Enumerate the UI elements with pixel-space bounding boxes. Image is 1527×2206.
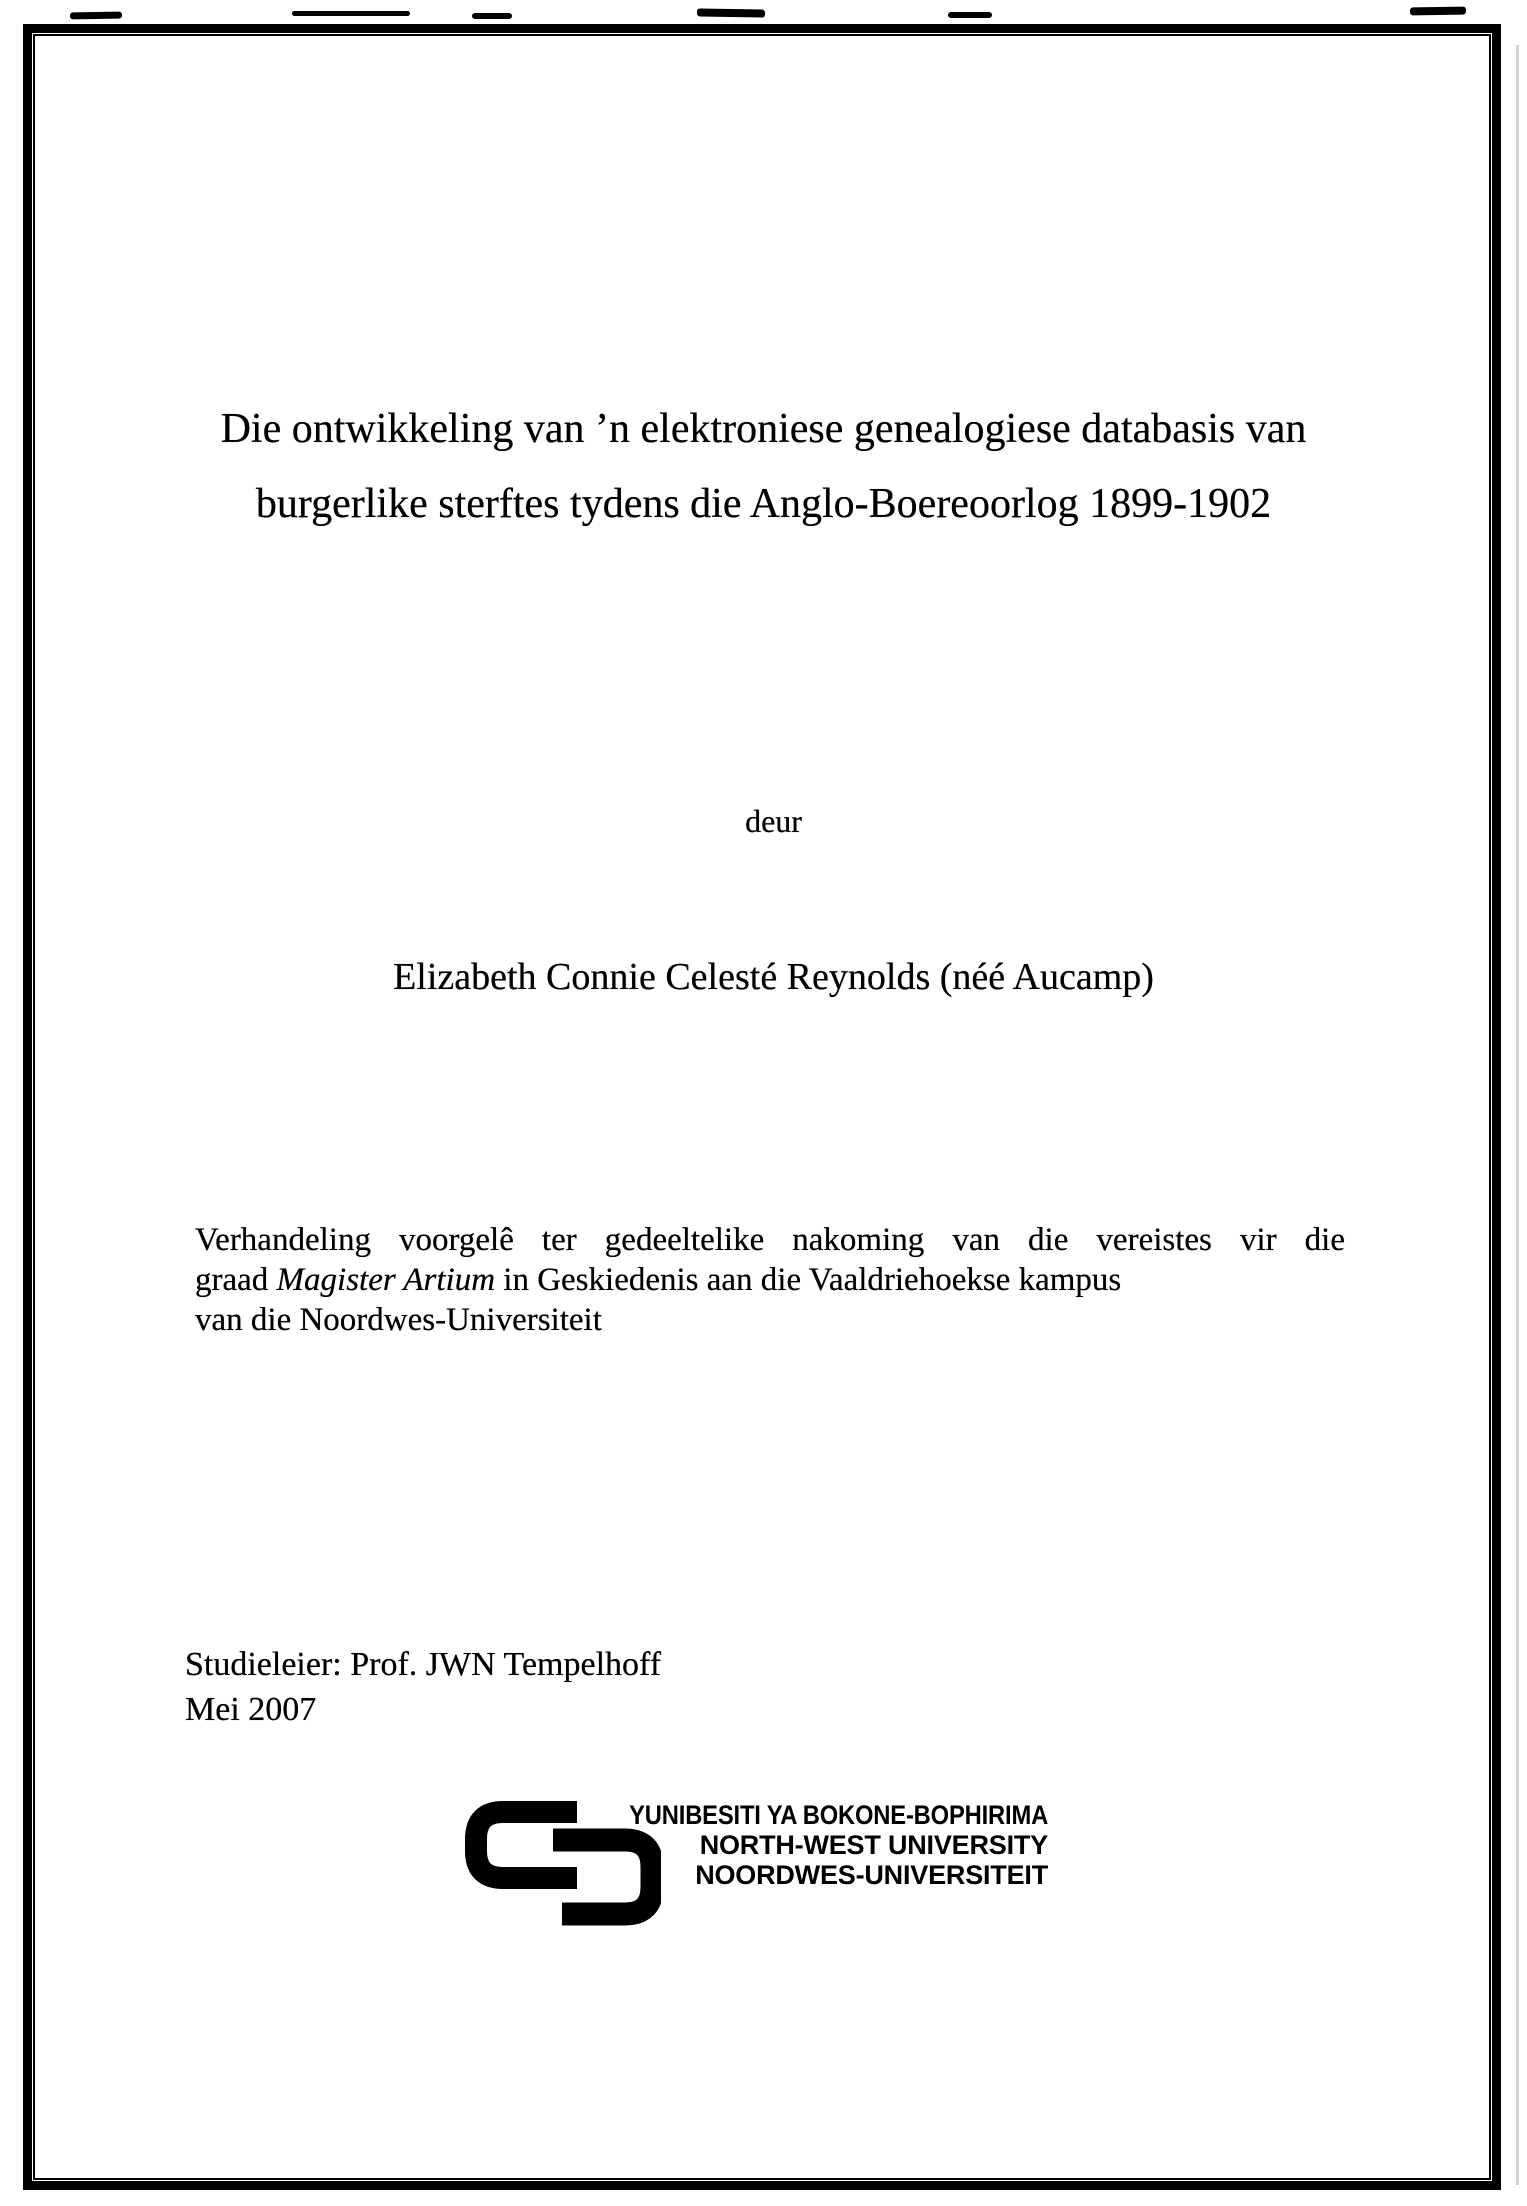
degree-text-suffix: in Geskiedenis aan die Vaaldriehoekse kampus: [495, 1262, 1122, 1298]
supervisor-line: Studieleier: Prof. JWN Tempelhoff: [185, 1646, 662, 1683]
thesis-title-line1: Die ontwikkeling van ’n elektroniese genealogiese databasis van: [220, 406, 1307, 452]
scan-artifact: [697, 8, 765, 17]
scan-artifact: [292, 11, 410, 16]
scan-artifact: [472, 13, 512, 19]
submission-statement: [195, 1220, 1345, 1340]
supervisor-block: [185, 1642, 661, 1732]
scan-edge-shadow: [1516, 45, 1519, 2185]
university-name-setswana: YUNIBESITI YA BOKONE-BOPHIRIMA: [629, 1800, 1048, 1830]
scan-artifact: [1410, 7, 1466, 16]
author-name: Elizabeth Connie Celesté Reynolds (néé Aucamp): [393, 956, 1154, 998]
degree-name-italic: Magister Artium: [276, 1262, 496, 1298]
degree-text-prefix: graad: [195, 1262, 277, 1298]
university-name-english: NORTH-WEST UNIVERSITY: [699, 1830, 1048, 1860]
byline: deur: [745, 803, 802, 839]
university-name-afrikaans: NOORDWES-UNIVERSITEIT: [695, 1860, 1048, 1890]
nwu-logo-wordmark: [572, 1800, 1048, 1890]
scan-artifact: [948, 12, 992, 18]
submission-statement-line3: van die Noordwes-Universiteit: [195, 1302, 602, 1338]
date-line: Mei 2007: [185, 1691, 317, 1728]
thesis-title: [0, 392, 1527, 542]
submission-statement-line2: [195, 1260, 1345, 1300]
scan-artifact: [70, 12, 122, 20]
thesis-title-line2: burgerlike sterftes tydens die Anglo-Boereoorlog 1899-1902: [255, 481, 1272, 527]
submission-statement-line1: Verhandeling voorgelê ter gedeeltelike nakoming van die vereistes vir die: [195, 1222, 1345, 1258]
